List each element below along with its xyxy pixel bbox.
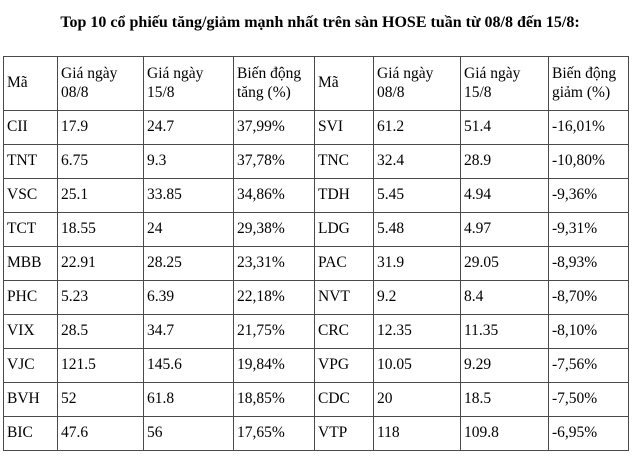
stock-code-cell: MBB — [4, 247, 58, 281]
stock-code-cell: VIX — [4, 315, 58, 349]
table-cell: -16,01% — [549, 111, 629, 145]
table-cell: 11.35 — [461, 315, 549, 349]
table-cell: 24.7 — [144, 111, 234, 145]
stock-code-cell: BIC — [4, 417, 58, 451]
table-cell: 118 — [374, 417, 461, 451]
table-cell: 145.6 — [144, 349, 234, 383]
stock-code-cell: VTP — [315, 417, 374, 451]
table-cell: -8,70% — [549, 281, 629, 315]
table-cell: 37,99% — [234, 111, 315, 145]
table-cell: 4.97 — [461, 213, 549, 247]
table-cell: 28.5 — [58, 315, 144, 349]
table-cell: -7,56% — [549, 349, 629, 383]
table-cell: 9.29 — [461, 349, 549, 383]
table-row — [4, 111, 629, 145]
stock-code-cell: LDG — [315, 213, 374, 247]
table-cell: -8,10% — [549, 315, 629, 349]
stock-code-cell: VSC — [4, 179, 58, 213]
table-cell: 22.91 — [58, 247, 144, 281]
table-row — [4, 417, 629, 451]
table-cell: 52 — [58, 383, 144, 417]
table-row — [4, 349, 629, 383]
table-cell: 29,38% — [234, 213, 315, 247]
stock-code-cell: NVT — [315, 281, 374, 315]
table-cell: 37,78% — [234, 145, 315, 179]
table-cell: 5.23 — [58, 281, 144, 315]
table-cell: 28.25 — [144, 247, 234, 281]
stock-code-cell: VJC — [4, 349, 58, 383]
table-cell: -10,80% — [549, 145, 629, 179]
table-row — [4, 315, 629, 349]
table-cell: 47.6 — [58, 417, 144, 451]
table-cell: 25.1 — [58, 179, 144, 213]
table-cell: -9,36% — [549, 179, 629, 213]
stock-code-cell: BVH — [4, 383, 58, 417]
table-cell: -9,31% — [549, 213, 629, 247]
table-cell: 28.9 — [461, 145, 549, 179]
header-cell: Biến động giảm (%) — [549, 57, 629, 111]
table-cell: 61.8 — [144, 383, 234, 417]
table-body — [4, 111, 629, 451]
stock-code-cell: CDC — [315, 383, 374, 417]
table-cell: 6.75 — [58, 145, 144, 179]
stock-code-cell: CII — [4, 111, 58, 145]
table-cell: 51.4 — [461, 111, 549, 145]
table-cell: 19,84% — [234, 349, 315, 383]
table-row — [4, 247, 629, 281]
table-cell: 31.9 — [374, 247, 461, 281]
stocks-table — [3, 56, 629, 451]
table-cell: 4.94 — [461, 179, 549, 213]
stock-code-cell: CRC — [315, 315, 374, 349]
header-cell: Biến động tăng (%) — [234, 57, 315, 111]
table-cell: 21,75% — [234, 315, 315, 349]
table-cell: 18,85% — [234, 383, 315, 417]
header-cell: Giá ngày 15/8 — [461, 57, 549, 111]
table-cell: 9.2 — [374, 281, 461, 315]
table-cell: 9.3 — [144, 145, 234, 179]
table-cell: 23,31% — [234, 247, 315, 281]
table-cell: 17,65% — [234, 417, 315, 451]
table-cell: 109.8 — [461, 417, 549, 451]
stock-code-cell: PAC — [315, 247, 374, 281]
table-cell: 8.4 — [461, 281, 549, 315]
header-cell: Giá ngày 15/8 — [144, 57, 234, 111]
stock-code-cell: TCT — [4, 213, 58, 247]
table-row — [4, 213, 629, 247]
table-row — [4, 145, 629, 179]
table-cell: 34.7 — [144, 315, 234, 349]
table-cell: 34,86% — [234, 179, 315, 213]
table-cell: 32.4 — [374, 145, 461, 179]
table-cell: 29.05 — [461, 247, 549, 281]
table-row — [4, 383, 629, 417]
table-cell: 18.5 — [461, 383, 549, 417]
table-cell: 121.5 — [58, 349, 144, 383]
header-cell: Giá ngày 08/8 — [374, 57, 461, 111]
table-cell: -8,93% — [549, 247, 629, 281]
table-row — [4, 179, 629, 213]
header-cell: Mã — [315, 57, 374, 111]
table-cell: 5.48 — [374, 213, 461, 247]
table-cell: 6.39 — [144, 281, 234, 315]
table-cell: -7,50% — [549, 383, 629, 417]
table-cell: 20 — [374, 383, 461, 417]
page-title: Top 10 cổ phiếu tăng/giảm mạnh nhất trên sàn HOSE tuần từ 08/8 đến 15/8: — [60, 14, 580, 31]
table-cell: 22,18% — [234, 281, 315, 315]
table-cell: 24 — [144, 213, 234, 247]
header-cell: Mã — [4, 57, 58, 111]
header-row — [4, 57, 629, 111]
stock-code-cell: TDH — [315, 179, 374, 213]
table-cell: 18.55 — [58, 213, 144, 247]
table-cell: 12.35 — [374, 315, 461, 349]
stock-code-cell: PHC — [4, 281, 58, 315]
table-cell: 10.05 — [374, 349, 461, 383]
table-cell: 56 — [144, 417, 234, 451]
table-cell: -6,95% — [549, 417, 629, 451]
table-cell: 5.45 — [374, 179, 461, 213]
table-row — [4, 281, 629, 315]
stock-code-cell: SVI — [315, 111, 374, 145]
table-cell: 33.85 — [144, 179, 234, 213]
table-cell: 61.2 — [374, 111, 461, 145]
stock-code-cell: TNC — [315, 145, 374, 179]
table-header — [4, 57, 629, 111]
header-cell: Giá ngày 08/8 — [58, 57, 144, 111]
stock-code-cell: TNT — [4, 145, 58, 179]
table-cell: 17.9 — [58, 111, 144, 145]
stock-code-cell: VPG — [315, 349, 374, 383]
